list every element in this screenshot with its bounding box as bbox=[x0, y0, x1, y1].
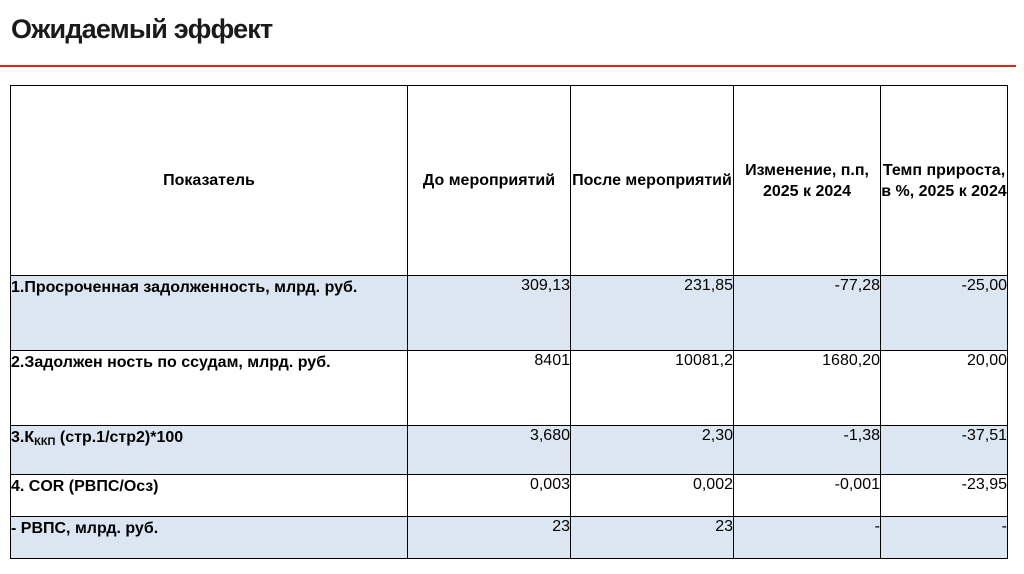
label-suffix: (стр.1/стр2)*100 bbox=[55, 429, 184, 446]
table-row bbox=[11, 351, 1008, 426]
header-indicator: Показатель bbox=[11, 86, 408, 276]
cell-after: 10081,2 bbox=[571, 351, 734, 426]
table-row bbox=[11, 517, 1008, 559]
cell-change: -1,38 bbox=[734, 426, 881, 475]
table-header-row bbox=[11, 86, 1008, 276]
row-label: 1.Просроченная задолженность, млрд. руб. bbox=[11, 276, 408, 351]
cell-change: -0,001 bbox=[734, 475, 881, 517]
cell-after: 2,30 bbox=[571, 426, 734, 475]
row-label: 2.Задолжен ность по ссудам, млрд. руб. bbox=[11, 351, 408, 426]
cell-growth-rate: -25,00 bbox=[881, 276, 1008, 351]
cell-growth-rate: - bbox=[881, 517, 1008, 559]
cell-growth-rate: 20,00 bbox=[881, 351, 1008, 426]
cell-after: 23 bbox=[571, 517, 734, 559]
row-label: - РВПС, млрд. руб. bbox=[11, 517, 408, 559]
cell-after: 0,002 bbox=[571, 475, 734, 517]
row-label bbox=[11, 426, 408, 475]
header-after: После мероприятий bbox=[571, 86, 734, 276]
table-row bbox=[11, 276, 1008, 351]
indicators-table bbox=[10, 85, 1008, 559]
cell-growth-rate: -23,95 bbox=[881, 475, 1008, 517]
cell-before: 309,13 bbox=[408, 276, 571, 351]
cell-before: 3,680 bbox=[408, 426, 571, 475]
cell-after: 231,85 bbox=[571, 276, 734, 351]
header-change: Изменение, п.п, 2025 к 2024 bbox=[734, 86, 881, 276]
cell-before: 23 bbox=[408, 517, 571, 559]
header-before: До мероприятий bbox=[408, 86, 571, 276]
page-title: Ожидаемый эффект bbox=[11, 14, 273, 44]
label-prefix: 3.К bbox=[11, 429, 35, 446]
cell-change: - bbox=[734, 517, 881, 559]
cell-before: 0,003 bbox=[408, 475, 571, 517]
label-subscript: ККП bbox=[34, 436, 56, 448]
table-row bbox=[11, 475, 1008, 517]
table-row bbox=[11, 426, 1008, 475]
row-label: 4. COR (РВПС/Осз) bbox=[11, 475, 408, 517]
cell-growth-rate: -37,51 bbox=[881, 426, 1008, 475]
cell-change: -77,28 bbox=[734, 276, 881, 351]
cell-before: 8401 bbox=[408, 351, 571, 426]
title-divider bbox=[0, 65, 1016, 67]
header-growth-rate: Темп прироста, в %, 2025 к 2024 bbox=[881, 86, 1008, 276]
cell-change: 1680,20 bbox=[734, 351, 881, 426]
